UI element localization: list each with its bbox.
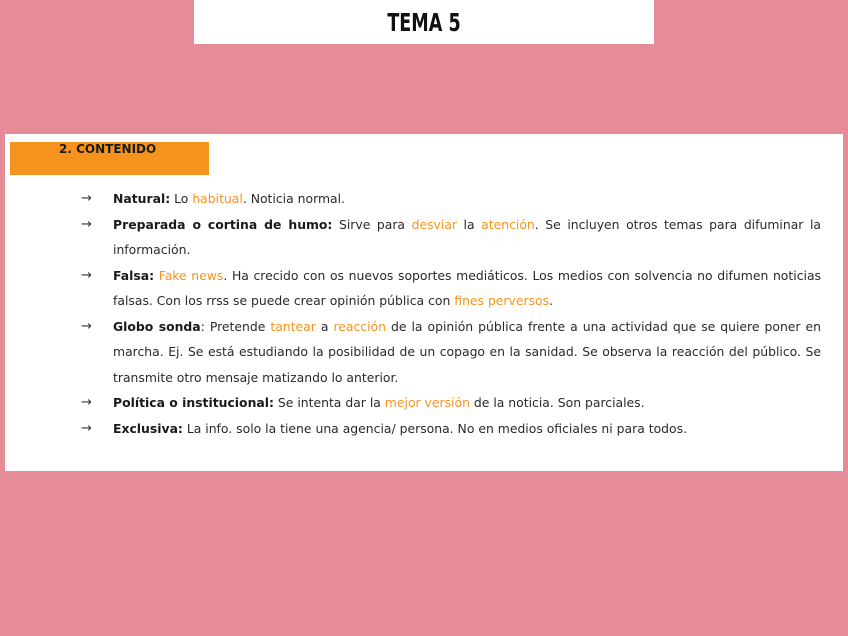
list-item-natural	[81, 186, 821, 212]
list-item-preparada	[81, 212, 821, 263]
item-text: . Ha crecido con os nuevos soportes mediáticos. Los medios con solvencia no difumen noticias falsas. Con los rrss se puede crear opinión pública con	[113, 267, 821, 308]
item-text: . Noticia normal.	[242, 191, 345, 206]
list-item-politica	[81, 390, 821, 416]
list-item-falsa	[81, 263, 821, 314]
arrow-right-icon: →	[81, 216, 92, 232]
list-item-globo-sonda	[81, 314, 821, 391]
item-text: la	[457, 216, 482, 232]
title-bar	[194, 0, 654, 44]
slide-title: TEMA 5	[387, 7, 461, 37]
item-highlight: desviar	[411, 216, 457, 232]
section-label: 2. CONTENIDO	[59, 142, 157, 156]
item-highlight: mejor versión	[384, 395, 470, 410]
item-text: a	[315, 318, 334, 334]
arrow-right-icon: →	[81, 395, 92, 410]
item-highlight: fines perversos	[454, 293, 550, 308]
item-text: Sirve para	[332, 216, 412, 232]
item-highlight: reacción	[333, 318, 386, 334]
item-highlight: tantear	[270, 318, 316, 334]
arrow-right-icon: →	[81, 191, 92, 206]
item-term: Preparada o cortina de humo:	[113, 216, 333, 232]
item-text: de la noticia. Son parciales.	[469, 395, 645, 410]
item-text: Se intenta dar la	[273, 395, 385, 410]
item-term: Natural:	[113, 191, 171, 206]
item-term: Política o institucional:	[113, 395, 274, 410]
item-term: Globo sonda	[113, 318, 201, 334]
list-item-exclusiva	[81, 416, 821, 442]
item-term: Falsa:	[113, 267, 155, 283]
arrow-right-icon: →	[81, 420, 92, 436]
item-term: Exclusiva:	[113, 420, 183, 436]
item-highlight: habitual	[192, 191, 243, 206]
arrow-right-icon: →	[81, 318, 92, 334]
document-image	[5, 134, 843, 471]
item-text: de la opinión pública frente a una actividad que se quiere poner en marcha. Ej. Se está estudiando la posibilidad de un copago en la sanidad. Se observa la reacción del público. Se transmite otro mensaje matizando lo anterior.	[113, 318, 821, 385]
item-text: : Pretende	[200, 318, 271, 334]
arrow-right-icon: →	[81, 267, 92, 283]
item-text: La info. solo la tiene una agencia/ persona. No en medios oficiales ni para todos.	[182, 420, 688, 436]
item-text: . Se incluyen otros temas para difuminar la información.	[113, 216, 821, 257]
item-text: Lo	[170, 191, 193, 206]
item-text: .	[549, 293, 554, 308]
item-list	[81, 186, 821, 441]
item-highlight: Fake news	[158, 267, 224, 283]
item-highlight: atención	[481, 216, 535, 232]
